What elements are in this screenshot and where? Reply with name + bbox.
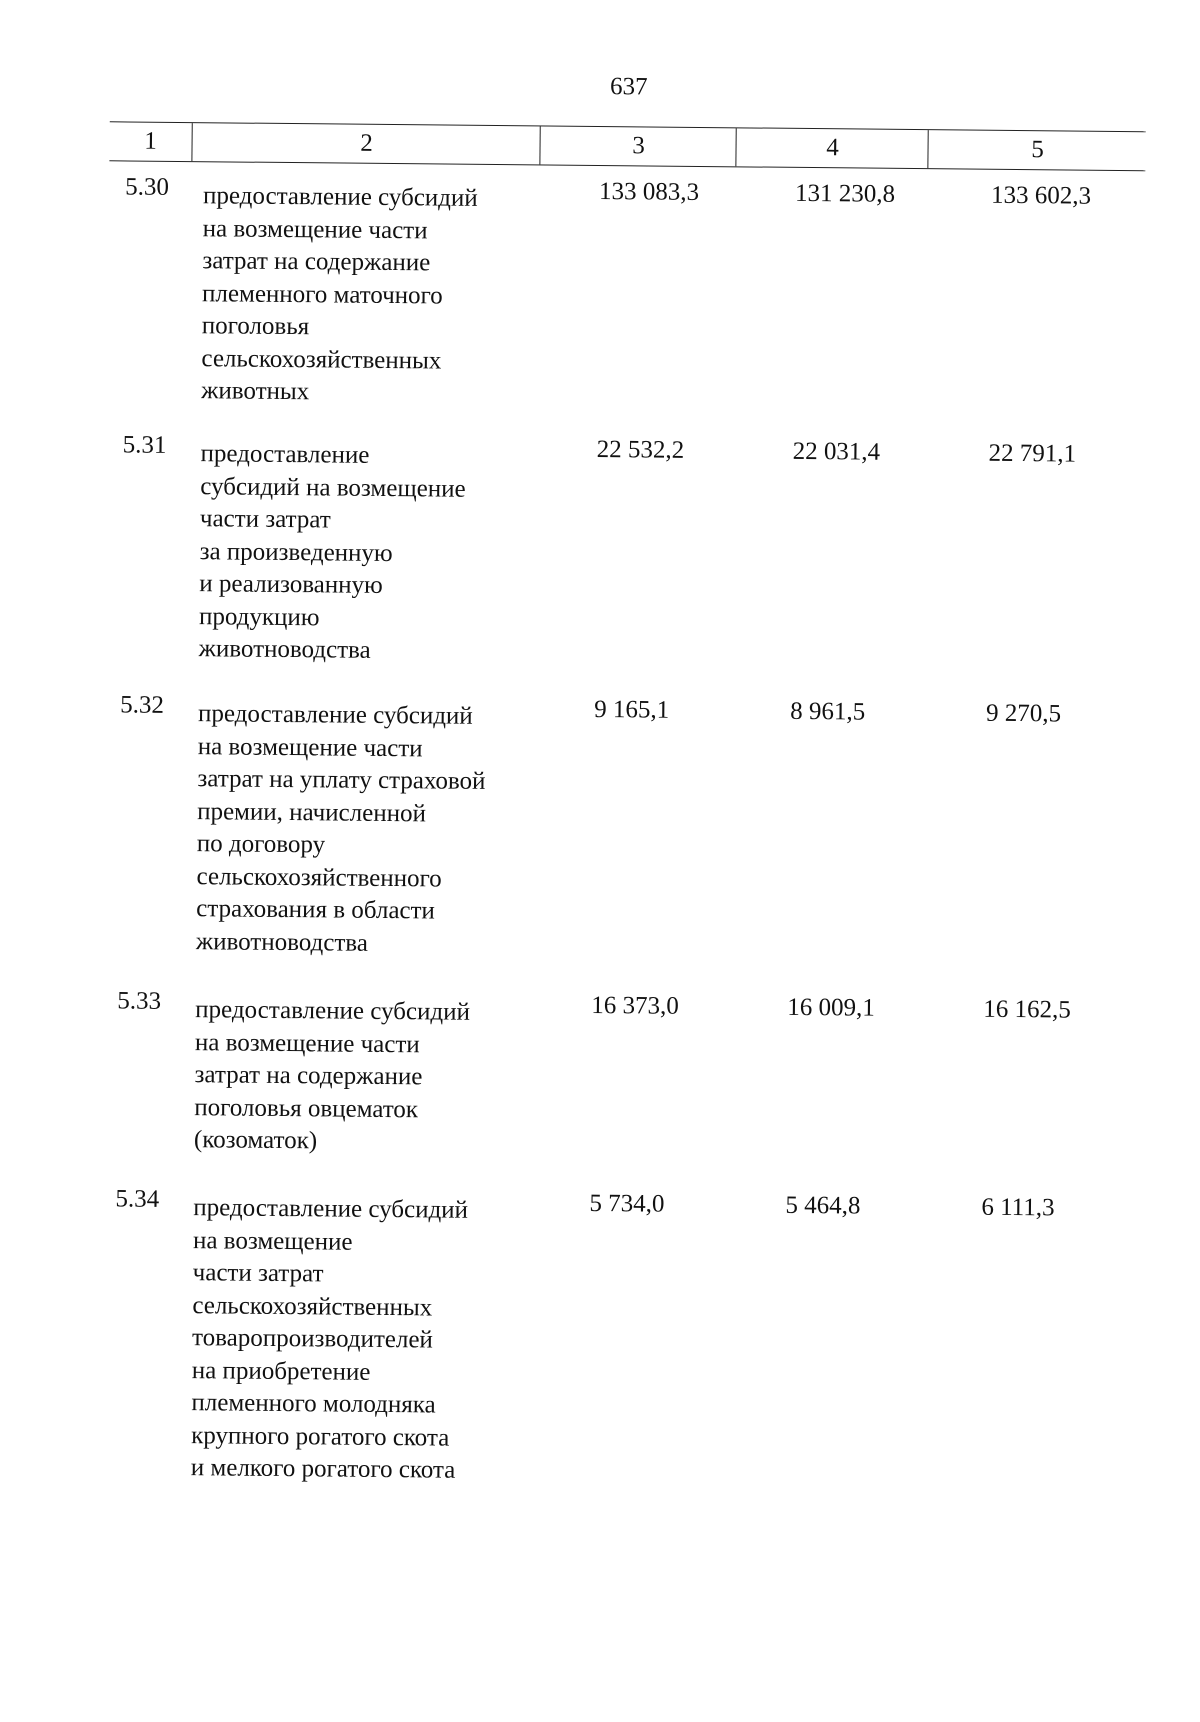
row-number: 5.30 xyxy=(125,173,170,201)
row-description xyxy=(191,1192,534,1488)
description-line: страхования в области xyxy=(196,895,436,925)
description-line: затрат на содержание xyxy=(202,247,431,277)
value-col-4: 131 230,8 xyxy=(794,179,896,208)
description-line: на приобретение xyxy=(191,1356,371,1386)
description-line: на возмещение части xyxy=(197,732,423,762)
value-col-4: 16 009,1 xyxy=(787,993,875,1022)
value-col-5: 22 791,1 xyxy=(988,439,1077,468)
description-line: на возмещение части xyxy=(202,214,428,244)
description-line: предоставление субсидий xyxy=(197,700,473,730)
description-line: на возмещение части xyxy=(194,1028,420,1058)
description-line: части затрат xyxy=(199,505,331,534)
column-header-1: 1 xyxy=(144,127,157,155)
value-col-5: 9 270,5 xyxy=(986,699,1062,728)
description-line: затрат на содержание xyxy=(194,1061,423,1091)
description-line: и реализованную xyxy=(199,570,383,599)
description-line: товаропроизводителей xyxy=(191,1324,434,1354)
column-header-2: 2 xyxy=(191,123,540,164)
description-line: сельскохозяйственных xyxy=(192,1291,433,1321)
page-number: 637 xyxy=(609,73,648,101)
table-row xyxy=(101,985,1137,1155)
row-number: 5.32 xyxy=(120,691,165,719)
description-line: продукцию xyxy=(198,602,320,631)
description-line: животноводства xyxy=(198,635,371,664)
row-number: 5.34 xyxy=(115,1185,160,1213)
row-description xyxy=(194,994,536,1160)
description-line: на возмещение xyxy=(192,1226,353,1256)
value-col-4: 5 464,8 xyxy=(785,1191,861,1220)
value-col-3: 133 083,3 xyxy=(598,177,700,206)
description-line: крупного рогатого скота xyxy=(191,1421,450,1452)
row-description xyxy=(201,180,543,411)
description-line: по договору xyxy=(196,830,326,859)
row-number: 5.31 xyxy=(122,431,167,459)
description-line: премии, начисленной xyxy=(197,797,427,827)
value-col-3: 22 532,2 xyxy=(596,435,685,464)
description-line: затрат на уплату страховой xyxy=(197,765,486,795)
value-col-3: 9 165,1 xyxy=(594,695,670,724)
description-line: предоставление субсидий xyxy=(195,996,471,1026)
description-line: сельскохозяйственных xyxy=(201,344,442,374)
table-row xyxy=(100,1183,1136,1484)
description-line: за произведенную xyxy=(199,537,393,567)
description-line: племенного молодняка xyxy=(191,1389,436,1419)
description-line: племенного маточного xyxy=(201,279,443,309)
table-row xyxy=(107,429,1143,664)
column-header-5: 5 xyxy=(927,130,1146,170)
description-line: предоставление субсидий xyxy=(193,1194,469,1224)
description-line: части затрат xyxy=(192,1259,324,1288)
table-row xyxy=(109,171,1145,406)
value-col-3: 5 734,0 xyxy=(589,1189,665,1218)
description-line: животноводства xyxy=(195,927,369,957)
table-header xyxy=(109,121,1145,171)
description-line: животных xyxy=(201,377,310,406)
column-header-4: 4 xyxy=(735,128,928,168)
description-line: и мелкого рогатого скота xyxy=(190,1454,456,1484)
table-row xyxy=(104,689,1140,957)
value-col-5: 6 111,3 xyxy=(981,1193,1055,1222)
description-line: поголовья xyxy=(201,312,310,341)
value-col-4: 8 961,5 xyxy=(790,697,866,726)
value-col-3: 16 373,0 xyxy=(591,991,679,1020)
row-number: 5.33 xyxy=(117,987,162,1015)
value-col-5: 16 162,5 xyxy=(983,995,1071,1024)
description-line: предоставление субсидий xyxy=(202,182,478,212)
description-line: субсидий на возмещение xyxy=(200,472,466,503)
value-col-4: 22 031,4 xyxy=(792,437,881,466)
row-description xyxy=(199,438,541,669)
description-line: поголовья овцематок xyxy=(194,1093,419,1123)
row-description xyxy=(196,698,538,961)
value-col-5: 133 602,3 xyxy=(990,181,1092,210)
description-line: предоставление xyxy=(200,440,370,469)
column-header-3: 3 xyxy=(539,126,736,166)
description-line: сельскохозяйственного xyxy=(196,862,442,893)
description-line: (козоматок) xyxy=(193,1126,318,1155)
